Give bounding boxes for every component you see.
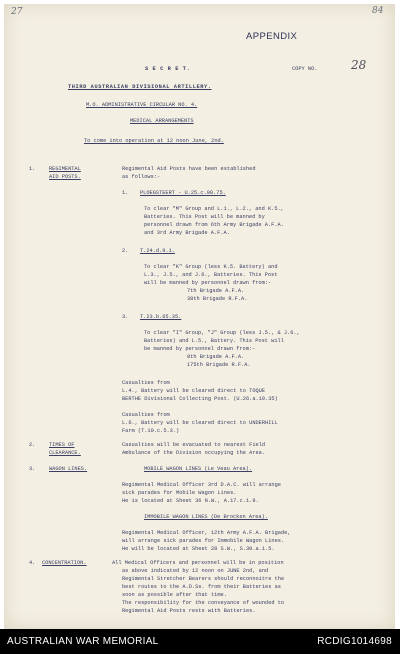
section-2-title-line-2: CLEARANCE. [49,450,81,456]
section-4-line-6: The responsibility for the conveyance of wounded to [122,600,285,606]
document-page [4,4,395,629]
casualties-2-line-1: Casualties from [122,412,170,418]
post-2-line-4: 7th Brigade A.F.A. [187,288,245,294]
post-2-line-3: will be manned by personnel drawn from:- [144,280,272,286]
mobile-wagon-lines-line-1: Regimental Medical Officer 3rd D.A.C. will arrange [122,482,281,488]
post-2-location: T.24.d.9.1. [140,248,175,254]
secret-label: S E C R E T. [145,66,191,72]
immobile-wagon-lines-heading: IMMOBILE WAGON LINES (De Brocken Area). [144,514,268,520]
unit-title: THIRD AUSTRALIAN DIVISIONAL ARTILLERY. [68,84,212,90]
post-2-line-5: 38th Brigade R.F.A. [187,296,248,302]
section-3-number: 3. [29,466,36,472]
section-4-line-1: All Medical Officers and personnel will be in position [112,560,284,566]
section-1-title-line-2: AID POSTS. [49,174,81,180]
post-1-line-3: personnel drawn from 6th Army Brigade A.F.A. [144,222,284,228]
appendix-stamp: APPENDIX [246,31,298,42]
section-1-number: 1. [29,166,36,172]
immobile-wagon-lines-line-2: will arrange sick parades for Immobile Wagon Lines. [122,538,285,544]
post-1-line-4: and 3rd Army Brigade A.F.A. [144,230,230,236]
mobile-wagon-lines-line-2: sick parades for Mobile Wagon Lines. [122,490,237,496]
post-1-line-2: Batteries. This Post will be manned by [144,214,265,220]
post-1-location: PLOEGSTEERT - U.25.c.90.75. [140,190,226,196]
section-4-title: CONCENTRATION. [42,560,87,566]
casualties-1-line-1: Casualties from [122,380,170,386]
section-4-line-2: as above indicated by 12 noon on JUNE 2nd, and [122,568,269,574]
archive-footer [0,629,400,654]
section-1-intro-line-2: as follows:- [122,174,161,180]
effective-date: To come into operation at 12 noon June, 2nd. [84,138,224,144]
casualties-1-line-2: L.4., Battery will be cleared direct to TOQUE [122,388,266,394]
post-3-line-5: 175th Brigade R.F.A. [187,362,251,368]
immobile-wagon-lines-line-1: Regimental Medical Officer, 12th Army A.F.A. Brigade, [122,530,291,536]
section-2-number: 2. [29,442,36,448]
section-2-line-2: Ambulance of the Division occupying the Area. [122,450,266,456]
post-3-line-4: 8th Brigade A.F.A. [187,354,245,360]
section-1-title-line-1: REGIMENTAL [49,166,81,172]
post-1-number: 1. [122,190,129,196]
archive-record-id: RCDIG1014698 [317,636,392,647]
handwritten-page-number-right: 84 [372,6,384,16]
mobile-wagon-lines-line-3: He is located at Sheet 36 N.W., A.17.c.1.9. [122,498,259,504]
section-4-line-3: Regimental Stretcher Bearers should reconnoitre the [122,576,285,582]
section-4-line-4: best routes to the A.D.Ss. from their Batteries as [122,584,281,590]
post-2-number: 2. [122,248,129,254]
post-1-line-1: To clear "M" Group and L.1., L.2., and K.5., [144,206,284,212]
section-3-title: WAGON LINES. [49,466,88,472]
archive-name: AUSTRALIAN WAR MEMORIAL [7,636,159,647]
section-1-intro-line-1: Regimental Aid Posts have been established [122,166,256,172]
post-3-number: 3. [122,314,129,320]
section-2-title-line-1: TIMES OF [49,442,75,448]
post-2-line-2: L.3., J.5., and J.6., Batteries. This Post [144,272,278,278]
post-3-line-3: be manned by personnel drawn from:- [144,346,256,352]
post-3-line-1: To clear "I" Group, "J" Group (less J.5., & J.6., [144,330,300,336]
post-3-line-2: Batteries) and L.5., Battery. This Post will [144,338,284,344]
casualties-2-line-2: L.6., Battery will be cleared direct to UNDERHILL [122,420,278,426]
post-3-location: T.23.b.65.35. [140,314,182,320]
immobile-wagon-lines-line-3: He will be located at Sheet 28 S.W., S.30.a.1.5. [122,546,275,552]
copy-no-label: COPY NO. [292,66,318,72]
handwritten-copy-number: 28 [351,58,367,72]
mobile-wagon-lines-heading: MOBILE WAGON LINES (Le Veau Area). [144,466,253,472]
handwritten-page-number-left: 27 [11,7,23,17]
section-4-line-7: Regimental Aid Posts rests with Batteries. [122,608,256,614]
post-2-line-1: To clear "K" Group (less K.5. Battery) and [144,264,278,270]
section-2-line-1: Casualties will be evacuated to nearest Field [122,442,266,448]
casualties-2-line-3: Farm (T.10.c.5.3.) [122,428,180,434]
casualties-1-line-3: BERTHE Divisional Collecting Post. (U.26.a.10.35) [122,396,278,402]
section-4-number: 4. [29,560,36,566]
circular-title: M.O. ADMINISTRATIVE CIRCULAR NO. 4. [86,102,198,108]
subject-title: MEDICAL ARRANGEMENTS [130,118,194,124]
section-4-line-5: soon as possible after that time. [122,592,227,598]
